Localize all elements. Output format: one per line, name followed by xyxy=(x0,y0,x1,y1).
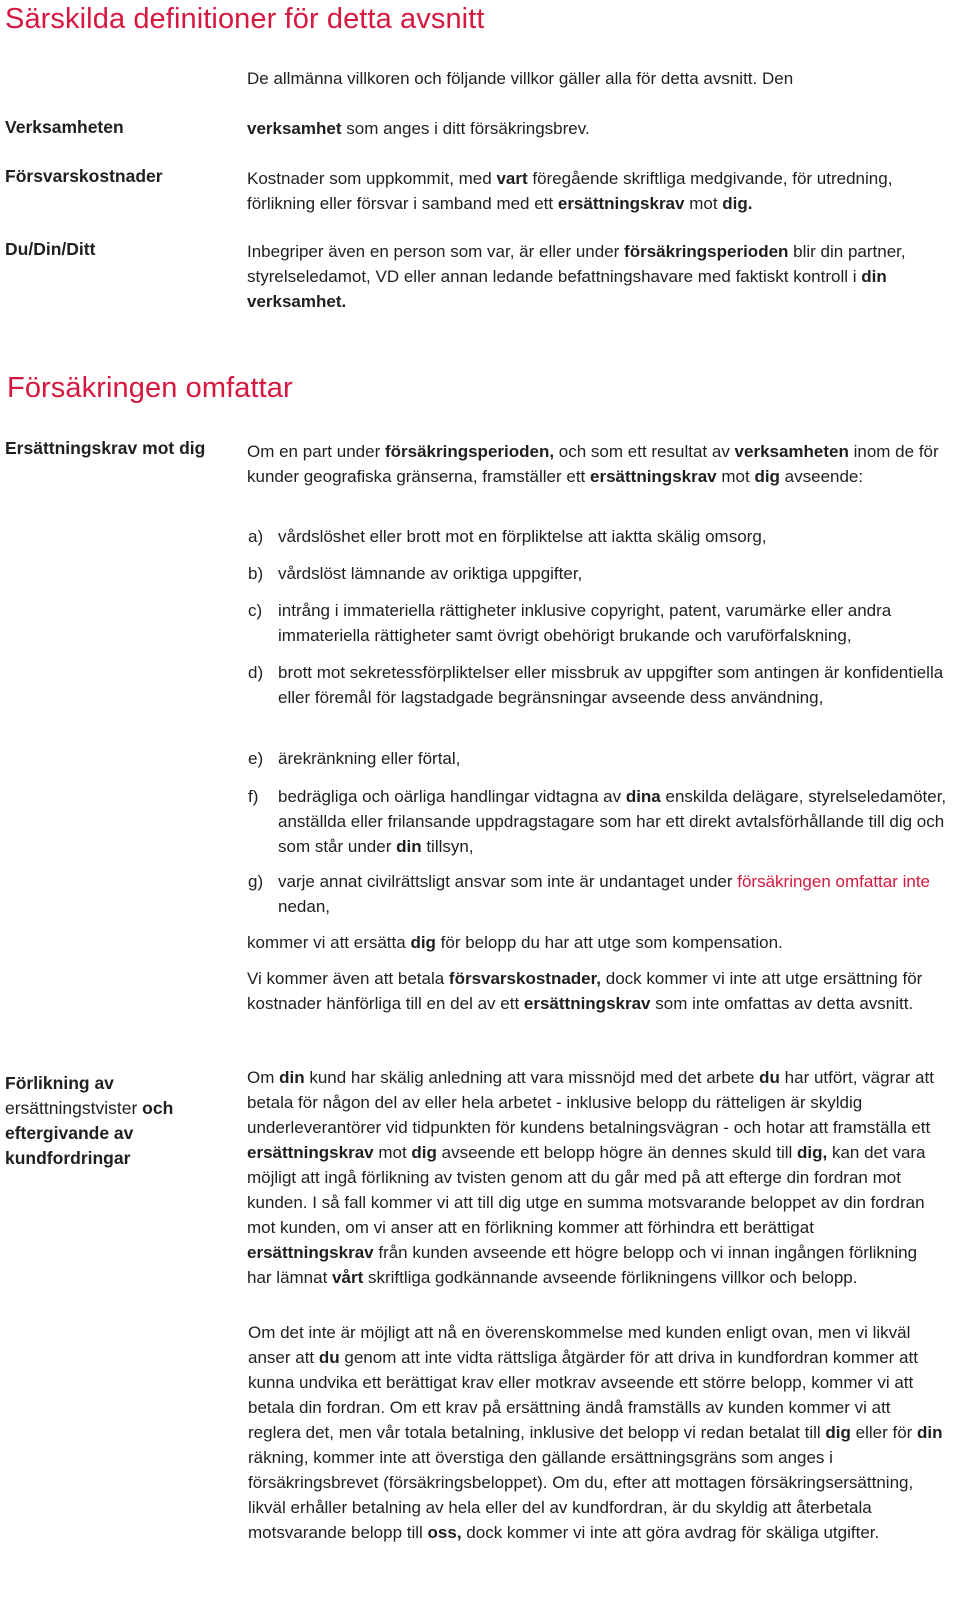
intro-text xyxy=(247,66,947,91)
definition-verksamheten: verksamhet som anges i ditt försäkringsbrev. xyxy=(247,119,590,138)
coverage-after-2: Vi kommer även att betala försvarskostnader, dock kommer vi inte att utge ersättning för kostnader hänförliga till en del av ett ersättningskrav som inte omfattas av detta avsnitt. xyxy=(247,969,923,1013)
coverage-after-1: kommer vi att ersätta dig för belopp du har att utge som kompensation. xyxy=(247,933,783,952)
forlikning-paragraph-2: Om det inte är möjligt att nå en överenskommelse med kunden enligt ovan, men vi likväl anser att du genom att inte vidta rättsliga åtgärder för att driva in kundfordran kommer att kunna undvika ett berättigat krav eller motkrav avseende ett större belopp, kommer vi att betala din fordran. Om ett krav på ersättning ändå framställs av kunden kommer vi att reglera det, men vår totala betalning, inklusive det belopp vi redan betalat till dig eller för din räkning, kommer inte att överstiga den gällande ersättningsgräns som anges i försäkringsbrevet (försäkringsbeloppet). Om du, efter att mottagen försäkringsersättning, likväl erhåller betalning av hela eller del av kundfordran, är du skyldig att återbetala motsvarande belopp till oss, dock kommer vi inte att göra avdrag för skäliga utgifter. xyxy=(248,1323,943,1542)
definition-du-din-ditt: Inbegriper även en person som var, är eller under försäkringsperioden blir din partner, styrelseledamot, VD eller annan ledande befattningshavare med faktiskt kontroll i din verksamhet. xyxy=(247,242,906,311)
section-heading: Särskilda definitioner för detta avsnitt xyxy=(5,3,485,35)
forlikning-paragraph-1: Om din kund har skälig anledning att vara missnöjd med det arbete du har utfört, vägrar att betala för någon del av eller hela arbetet - inklusive belopp du rätteligen är skyldig underleverantörer vid tidpunkten för kundens betalningsvägran - och hotar att framställa ett ersättningskrav mot dig avseende ett belopp högre än dennes skuld till dig, kan det vara möjligt att ingå förlikning av tvisten genom att du går med på att efterge din fordran mot kunden. I så fall kommer vi att till dig utge en summa motsvarande beloppet av din fordran mot kunden, om vi anser att en förlikning kommer att förhindra ett berättigat ersättningskrav från kunden avseende ett högre belopp och vi innan ingången förlikning har lämnat vårt skriftliga godkännande avseende förlikningens villkor och belopp. xyxy=(247,1068,934,1287)
term-du-din-ditt: Du/Din/Ditt xyxy=(5,239,96,259)
term-forsvarskostnader: Försvarskostnader xyxy=(5,166,163,186)
section-heading-coverage: Försäkringen omfattar xyxy=(7,372,293,404)
intro-line: De allmänna villkoren och följande villkor gäller alla för detta avsnitt. Den xyxy=(247,69,794,88)
label-forlikning: Förlikning av ersättningstvister och eftergivande av kundfordringar xyxy=(5,1073,174,1168)
term-verksamheten: Verksamheten xyxy=(5,117,124,137)
coverage-intro: Om en part under försäkringsperioden, och som ett resultat av verksamheten inom de för kunder geografiska gränserna, framställer ett ersättningskrav mot dig avseende: xyxy=(247,442,939,486)
label-ersattningskrav: Ersättningskrav mot dig xyxy=(5,438,206,458)
cross-reference-link[interactable]: försäkringen omfattar inte xyxy=(737,872,931,891)
definition-forsvarskostnader: Kostnader som uppkommit, med vart föregående skriftliga medgivande, för utredning, förlikning eller försvar i samband med ett ersättningskrav mot dig. xyxy=(247,169,893,213)
